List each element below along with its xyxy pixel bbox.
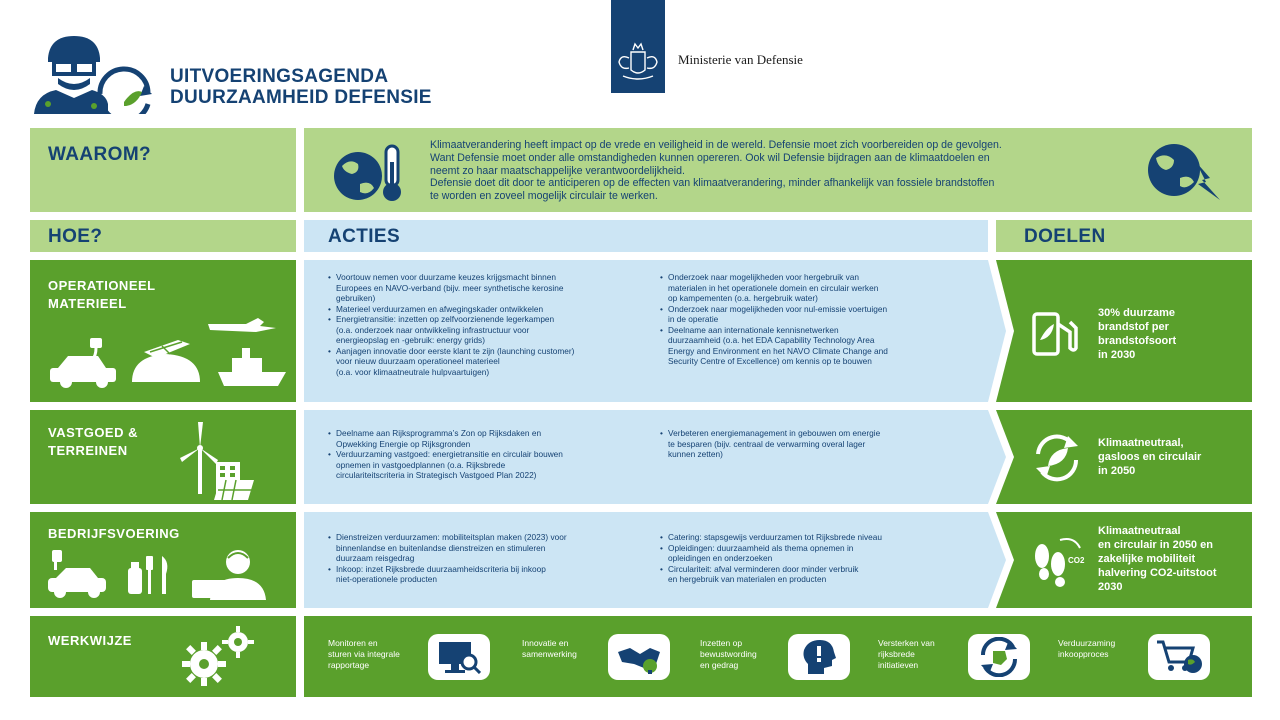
arrow-icon: [988, 410, 1014, 504]
goal-line: in 2030: [1098, 349, 1136, 361]
row-operationeel-acties: [304, 260, 988, 402]
actie-item: • Energietransitie: inzetten op zelfvoorzienende legerkampen: [328, 314, 656, 325]
hoe-label: HOE?: [48, 226, 103, 247]
actie-line: en hergebruik van materialen en producten: [668, 574, 827, 584]
werkwijze-text-line: sturen via integrale: [328, 649, 400, 659]
co2-label: CO2: [1068, 556, 1085, 565]
actie-line: circulariteitscriteria in Strategisch Vastgoed Plan 2022): [336, 470, 537, 480]
bedrijfsvoering-acties-right: [660, 532, 970, 585]
actie-item: • Catering: stapsgewijs verduurzamen tot Rijksbrede niveau: [660, 532, 970, 543]
actie-item: • Inkoop: inzet Rijksbrede duurzaamheidscriteria bij inkoop: [328, 564, 656, 575]
actie-line: opnemen in vastgoedplannen (o.a. Rijksbrede: [336, 459, 506, 470]
werkwijze-label: WERKWIJZE: [48, 633, 132, 648]
actie-item: • Onderzoek naar mogelijkheden voor nul-emissie voertuigen: [660, 304, 970, 315]
werkwijze-item-bewustwording: [700, 638, 757, 671]
operationeel-acties-right: [660, 272, 970, 367]
row-label-line-1: VASTGOED &: [48, 425, 138, 440]
werkwijze-text-line: rijksbrede: [878, 649, 915, 659]
row-vastgoed-doel: [996, 410, 1252, 504]
waarom-label-panel: [30, 128, 296, 212]
actie-item: • Aanjagen innovatie door eerste klant te zijn (launching customer): [328, 346, 656, 357]
title-line-2: DUURZAAMHEID DEFENSIE: [170, 87, 432, 108]
actie-line: op kampementen (o.a. hergebruik water): [668, 293, 818, 303]
werkwijze-label-panel: [30, 616, 296, 697]
werkwijze-text-line: Monitoren en: [328, 638, 378, 648]
cart-globe-icon: [1148, 634, 1210, 680]
doelen-header: [996, 220, 1252, 252]
werkwijze-item-innovatie: [522, 638, 577, 660]
actie-line: niet-operationele producten: [336, 574, 438, 584]
werkwijze-text-line: rapportage: [328, 660, 370, 670]
actie-line: opleidingen en onderzoeken: [668, 553, 773, 563]
werkwijze-text-line: Innovatie en: [522, 638, 569, 648]
actie-item: • Opleidingen: duurzaamheid als thema opnemen in: [660, 543, 970, 554]
row-bedrijfsvoering-goal: [1098, 524, 1217, 594]
row-bedrijfsvoering-acties: [304, 512, 988, 608]
actie-line: binnenlandse en buitenlandse dienstreizen en stimuleren: [336, 542, 546, 553]
acties-label: ACTIES: [328, 226, 401, 247]
row-label-line-2: MATERIEEL: [48, 296, 127, 311]
actie-item: • Verbeteren energiemanagement in gebouwen om energie: [660, 428, 970, 439]
arrow-icon: [988, 512, 1014, 608]
werkwijze-text-line: Versterken van: [878, 638, 935, 648]
actie-line: energieopslag en -gebruik: energy grids): [336, 335, 485, 345]
fuel-pump-icon: [1030, 310, 1082, 356]
ministry-logo-bar: [611, 0, 665, 93]
waarom-text: [430, 139, 1002, 203]
row-bedrijfsvoering-doel: [996, 512, 1252, 608]
actie-line: Europees en NAVO-verband (bijv. meer synthetische kerosine: [336, 282, 564, 293]
row-operationeel-goal: [1098, 306, 1176, 362]
actie-line: voor nieuw duurzaam operationeel materieel: [336, 356, 500, 366]
actie-item: • Deelname aan Rijksprogramma’s Zon op Rijksdaken en: [328, 428, 656, 439]
handshake-bulb-icon: [608, 634, 670, 680]
werkwijze-item-rijksbrede: [878, 638, 935, 671]
bedrijfsvoering-acties-left: [328, 532, 656, 585]
title-line-1: UITVOERINGSAGENDA: [170, 66, 389, 87]
waarom-line-2: Want Defensie moet onder alle omstandigheden kunnen opereren. Ook wil Defensie bijdragen aan de klimaatdoelen en: [430, 151, 990, 164]
recycle-lion-icon: [968, 634, 1030, 680]
actie-line: Energy and Environment en het NAVO Climate Change and: [668, 345, 888, 356]
goal-line: Klimaatneutraal: [1098, 525, 1181, 537]
ministry-name: Ministerie van Defensie: [678, 52, 803, 67]
actie-item: • Dienstreizen verduurzamen: mobiliteitsplan maken (2023) voor: [328, 532, 656, 543]
actie-line: in de operatie: [668, 314, 719, 324]
page-title: [170, 66, 432, 108]
acties-header: [304, 220, 988, 252]
goal-line: 30% duurzame: [1098, 307, 1176, 319]
globe-lightning-icon: [1140, 140, 1226, 204]
werkwijze-items-panel: [304, 616, 1252, 697]
werkwijze-item-monitoren: [328, 638, 400, 671]
car-food-person-icon: [46, 542, 266, 600]
werkwijze-text-line: bewustwording: [700, 649, 757, 659]
row-vastgoed-label: [48, 424, 138, 460]
actie-line: duurzaam reisgedrag: [336, 553, 415, 563]
hoe-header: [30, 220, 296, 252]
row-operationeel-label-panel: [30, 260, 296, 402]
doelen-label: DOELEN: [1024, 226, 1106, 247]
actie-item: • Voortouw nemen voor duurzame keuzes krijgsmacht binnen: [328, 272, 656, 283]
vehicles-icon: [50, 314, 290, 388]
vastgoed-acties-left: [328, 428, 656, 481]
werkwijze-text-line: initiatieven: [878, 660, 919, 670]
goal-line: halvering CO2-uitstoot: [1098, 567, 1217, 579]
row-operationeel-label: [48, 277, 156, 313]
row-bedrijfsvoering-label-panel: [30, 512, 296, 608]
actie-line: kunnen zetten): [668, 449, 723, 459]
goal-line: brandstof per: [1098, 321, 1169, 333]
goal-line: gasloos en circulair: [1098, 451, 1202, 463]
actie-item: • Verduurzaming vastgoed: energietransitie en circulair bouwen: [328, 449, 656, 460]
row-label-line-2: TERREINEN: [48, 443, 128, 458]
row-label-line-1: OPERATIONEEL: [48, 278, 156, 293]
vastgoed-acties-right: [660, 428, 970, 460]
arrow-icon: [988, 260, 1014, 402]
werkwijze-text-line: Inzetten op: [700, 638, 743, 648]
waarom-text-panel: [304, 128, 1252, 212]
goal-line: en circulair in 2050 en: [1098, 539, 1213, 551]
actie-line: duurzaamheid (o.a. het EDA Capability Technology Area: [668, 335, 875, 345]
actie-line: te besparen (bijv. centraal de verwarming overal lager: [668, 438, 866, 449]
goal-line: zakelijke mobiliteit: [1098, 553, 1196, 565]
actie-line: Security Centre of Excellence) om kennis op te bouwen: [668, 356, 872, 366]
actie-item: • Onderzoek naar mogelijkheden voor hergebruik van: [660, 272, 970, 283]
head-alert-icon: [788, 634, 850, 680]
goal-line: 2030: [1098, 581, 1123, 593]
werkwijze-item-inkoop: [1058, 638, 1115, 660]
recycle-leaf-icon: [1030, 432, 1084, 482]
actie-line: (o.a. voor klimaatneutrale hulpvaartuigen): [336, 366, 490, 377]
goal-line: brandstofsoort: [1098, 335, 1177, 347]
waarom-line-1: Klimaatverandering heeft impact op de vrede en veiligheid in de wereld. Defensie moet zich voorbereiden op de gevolgen.: [430, 139, 1002, 151]
actie-item: • Circulariteit: afval verminderen door minder verbruik: [660, 564, 970, 575]
waarom-line-5: te worden en zoveel mogelijk circulair te werken.: [430, 190, 658, 203]
row-label-line-1: BEDRIJFSVOERING: [48, 526, 180, 541]
goal-line: Klimaatneutraal,: [1098, 437, 1184, 449]
werkwijze-text-line: Verduurzaming: [1058, 638, 1116, 648]
gears-icon: [176, 626, 260, 688]
globe-thermometer-icon: [330, 142, 410, 204]
wind-solar-building-icon: [178, 418, 258, 500]
actie-line: gebruiken): [336, 293, 376, 303]
monitor-search-icon: [428, 634, 490, 680]
goal-line: in 2050: [1098, 465, 1136, 477]
werkwijze-text-line: en gedrag: [700, 660, 739, 670]
waarom-line-4: Defensie doet dit door te anticiperen op de effecten van klimaatverandering, minder afhankelijk van fossiele brandstoffen: [430, 177, 995, 190]
actie-line: (o.a. onderzoek naar ontwikkeling infrastructuur voor: [336, 324, 530, 335]
row-vastgoed-label-panel: [30, 410, 296, 504]
actie-item: • Deelname aan internationale kennisnetwerken: [660, 325, 970, 336]
soldier-logo-icon: [30, 32, 158, 114]
row-bedrijfsvoering-label: [48, 525, 180, 543]
operationeel-acties-left: [328, 272, 656, 377]
row-vastgoed-goal: [1098, 436, 1201, 478]
actie-line: Opwekking Energie op Rijksgronden: [336, 438, 471, 449]
row-operationeel-doel: [996, 260, 1252, 402]
waarom-line-3: neemt zo haar maatschappelijke verantwoordelijkheid.: [430, 164, 685, 177]
werkwijze-text-line: inkoopproces: [1058, 649, 1109, 659]
actie-item: • Materieel verduurzamen en afwegingskader ontwikkelen: [328, 304, 656, 315]
row-vastgoed-acties: [304, 410, 988, 504]
waarom-label: WAAROM?: [48, 144, 152, 165]
werkwijze-text-line: samenwerking: [522, 649, 577, 659]
actie-line: materialen in het operationele domein en circulair werken: [668, 282, 879, 293]
